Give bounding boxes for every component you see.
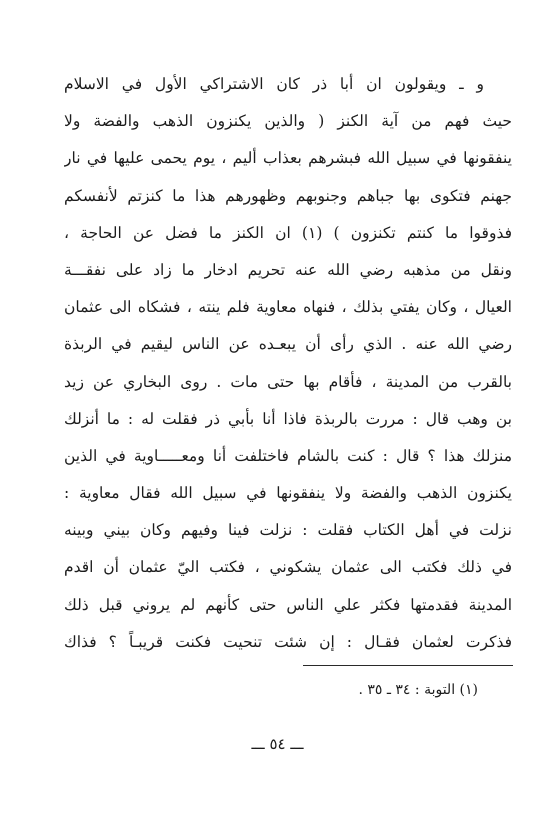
text-line: بالقرب من المدينة ، فأقام بها حتى مات . روى البخاري عن زيد bbox=[64, 372, 512, 391]
text-line: بن وهب قال : مررت بالربذة فاذا أنا بأبي ذر فقلت له : ما أنزلك bbox=[64, 409, 512, 428]
text-line: ينفقونها في سبيل الله فبشرهم بعذاب أليم ، يوم يحمى عليها في نار bbox=[64, 149, 512, 168]
footnote: (١) التوبة : ٣٤ ـ ٣٥ . bbox=[358, 682, 478, 698]
text-line: يكنزون الذهب والفضة ولا ينفقونها في سبيل الله فقال معاوية : bbox=[64, 484, 512, 503]
text-line: نزلت في أهل الكتاب فقلت : نزلت فينا وفيهم وكان بيني وبينه bbox=[64, 521, 512, 540]
text-line: فذكرت لعثمان فقـال : إن شئت تنحيت فكنت قريبـاً ؟ فذاك bbox=[64, 632, 512, 651]
text-line: حيث فهم من آية الكنز ( والذين يكنزون الذهب والفضة ولا bbox=[64, 112, 512, 131]
text-line: و ـ ويقولون ان أبا ذر كان الاشتراكي الأول في الاسلام bbox=[64, 75, 484, 93]
text-line: ونقل من مذهبه رضي الله عنه تحريم ادخار ما زاد على نفقـــة bbox=[64, 260, 512, 279]
body-text bbox=[64, 66, 512, 661]
text-line: في ذلك فكتب الى عثمان يشكوني ، فكتب اليّ عثمان أن اقدم bbox=[64, 558, 512, 577]
page-number: ـــ ٥٤ ـــ bbox=[251, 735, 304, 753]
text-line: رضي الله عنه . الذي رأى أن يبعـده عن الناس ليقيم في الربذة bbox=[64, 335, 512, 354]
text-line: فذوقوا ما كنتم تكنزون ) (١) ان الكنز ما فضل عن الحاجة ، bbox=[64, 223, 512, 242]
text-line: العيال ، وكان يفتي بذلك ، فنهاه معاوية فلم ينته ، فشكاه الى عثمان bbox=[64, 298, 512, 317]
footnote-separator bbox=[303, 665, 513, 666]
text-line: منزلك هذا ؟ قال : كنت بالشام فاختلفت أنا ومعـــــاوية في الذين bbox=[64, 446, 512, 465]
text-line: جهنم فتكوى بها جباهم وجنوبهم وظهورهم هذا ما كنزتم لأنفسكم bbox=[64, 186, 512, 205]
text-line: المدينة فقدمتها فكثر علي الناس حتى كأنهم لم يروني قبل ذلك bbox=[64, 595, 512, 614]
